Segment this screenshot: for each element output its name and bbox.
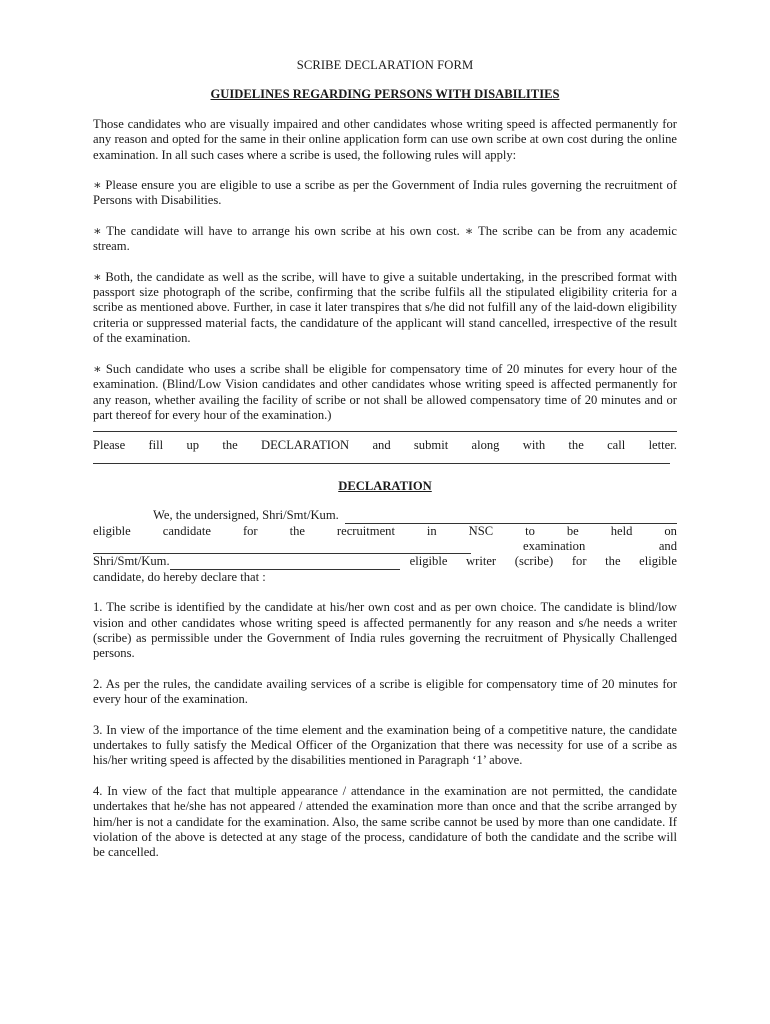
fill-instruction-word-7: submit bbox=[413, 438, 449, 453]
declaration-word-9: be bbox=[566, 523, 579, 538]
fill-instruction-word-4: the bbox=[222, 438, 238, 453]
fill-instruction-word-2: fill bbox=[148, 438, 164, 453]
fill-instruction-word-10: the bbox=[568, 438, 584, 453]
declaration-point-1: 1. The scribe is identified by the candidate at his/her own cost and as per own choice. The candidate is blind/low vision and other candidates whose writing speed is affected permanently for any reason and s/he needs a writer (scribe) as permissible under the Government of India rules governing the recruitment of Physically Challenged persons. bbox=[93, 600, 677, 661]
fill-instruction-word-6: and bbox=[372, 438, 391, 453]
rule-paragraph-2: ∗ The candidate will have to arrange his own scribe at his own cost. ∗ The scribe can be from any academic stream. bbox=[93, 223, 677, 254]
scribe-word-2: writer bbox=[466, 554, 497, 569]
rule-paragraph-1: ∗ Please ensure you are eligible to use a scribe as per the Government of India rules governing the recruitment of Persons with Disabilities. bbox=[93, 178, 677, 208]
scribe-name-blank[interactable] bbox=[170, 557, 400, 570]
declaration-word-7: NSC bbox=[468, 523, 494, 538]
document-page bbox=[93, 58, 677, 861]
declaration-line-eligible bbox=[93, 524, 677, 539]
examination-date-blank[interactable] bbox=[93, 541, 471, 554]
divider-line-bottom bbox=[93, 463, 670, 464]
declaration-line-declare: candidate, do hereby declare that : bbox=[93, 569, 266, 584]
declaration-word-2: candidate bbox=[162, 523, 211, 538]
fill-instruction-word-11: call bbox=[607, 438, 626, 453]
declaration-word-8: to bbox=[525, 523, 535, 538]
scribe-word-6: eligible bbox=[639, 554, 677, 569]
declaration-word-3: for bbox=[242, 523, 258, 538]
declaration-word-10: held bbox=[610, 523, 633, 538]
candidate-name-blank[interactable] bbox=[345, 511, 677, 524]
fill-instruction-word-1: Please bbox=[93, 438, 126, 453]
scribe-word-3: (scribe) bbox=[514, 554, 554, 569]
fill-instruction-word-3: up bbox=[186, 438, 200, 453]
guidelines-heading: GUIDELINES REGARDING PERSONS WITH DISABILITIES bbox=[210, 87, 560, 102]
exam-word-2: and bbox=[658, 538, 677, 553]
declaration-line-name bbox=[93, 508, 677, 523]
declaration-line-scribe bbox=[93, 554, 677, 569]
declaration-line-exam bbox=[93, 539, 677, 554]
rule-paragraph-3: ∗ Both, the candidate as well as the scribe, will have to give a suitable undertaking, in the prescribed format with passport size photograph of the scribe, confirming that the scribe fulfils all the stipulated eligibility criteria for a scribe as mentioned above. Further, in case it later transpires that s/he did not fulfill any of the laid-down eligibility criteria or suppressed material facts, the candidature of the applicant will stand cancelled, irrespective of the result of the examination. bbox=[93, 269, 677, 346]
declaration-word-5: recruitment bbox=[336, 523, 395, 538]
declaration-line-exam-words bbox=[471, 539, 677, 554]
scribe-word-1: eligible bbox=[409, 554, 448, 569]
scribe-prefix-text: Shri/Smt/Kum. bbox=[93, 554, 170, 569]
declaration-point-4: 4. In view of the fact that multiple appearance / attendance in the examination are not permitted, the candidate undertakes that he/she has not appeared / attended the examination more than once and that the scribe arranged by him/her is not a candidate for the examination. Also, the same scribe cannot be used by more than one candidate. If violation of the above is detected at any stage of the process, candidature of both the candidate and the scribe will be cancelled. bbox=[93, 783, 677, 860]
fill-instruction-word-9: with bbox=[522, 438, 546, 453]
declaration-word-1: eligible bbox=[93, 523, 131, 538]
declaration-word-6: in bbox=[426, 523, 437, 538]
declaration-line-scribe-words bbox=[410, 554, 677, 569]
declaration-heading: DECLARATION bbox=[338, 478, 432, 493]
fill-instruction-line bbox=[93, 438, 677, 453]
fill-instruction-word-12: letter. bbox=[648, 438, 677, 453]
declaration-point-3: 3. In view of the importance of the time element and the examination being of a competitive nature, the candidate undertakes to fully satisfy the Medical Officer of the Organization that there was necessity for use of a scribe as his/her writing speed is affected by the disabilities mentioned in Paragraph ‘1’ above. bbox=[93, 722, 677, 768]
exam-word-1: examination bbox=[523, 538, 586, 553]
fill-instruction-word-8: along bbox=[471, 438, 500, 453]
scribe-word-4: for bbox=[571, 554, 587, 569]
scribe-word-5: the bbox=[605, 554, 621, 569]
intro-paragraph: Those candidates who are visually impaired and other candidates whose writing speed is affected permanently for any reason and opted for the same in their online application form can use own scribe at own cost during the online examination. In all such cases where a scribe is used, the following rules will apply: bbox=[93, 116, 677, 162]
rule-paragraph-4: ∗ Such candidate who uses a scribe shall be eligible for compensatory time of 20 minutes for every hour of the examination. (Blind/Low Vision candidates and other candidates whose writing speed is affected permanently for any reason, whether availing the facility of scribe or not shall be allowed compensatory time of 20 minutes and or part thereof for every hour of the examination.) bbox=[93, 361, 677, 422]
declaration-intro-text: We, the undersigned, Shri/Smt/Kum. bbox=[153, 508, 339, 523]
declaration-point-2: 2. As per the rules, the candidate availing services of a scribe is eligible for compensatory time of 20 minutes for every hour of the examination. bbox=[93, 676, 677, 707]
form-title: SCRIBE DECLARATION FORM bbox=[296, 58, 474, 72]
declaration-word-4: the bbox=[289, 523, 305, 538]
fill-instruction-word-5: DECLARATION bbox=[261, 438, 350, 453]
declaration-word-11: on bbox=[664, 523, 677, 538]
divider-line-top bbox=[93, 431, 677, 432]
